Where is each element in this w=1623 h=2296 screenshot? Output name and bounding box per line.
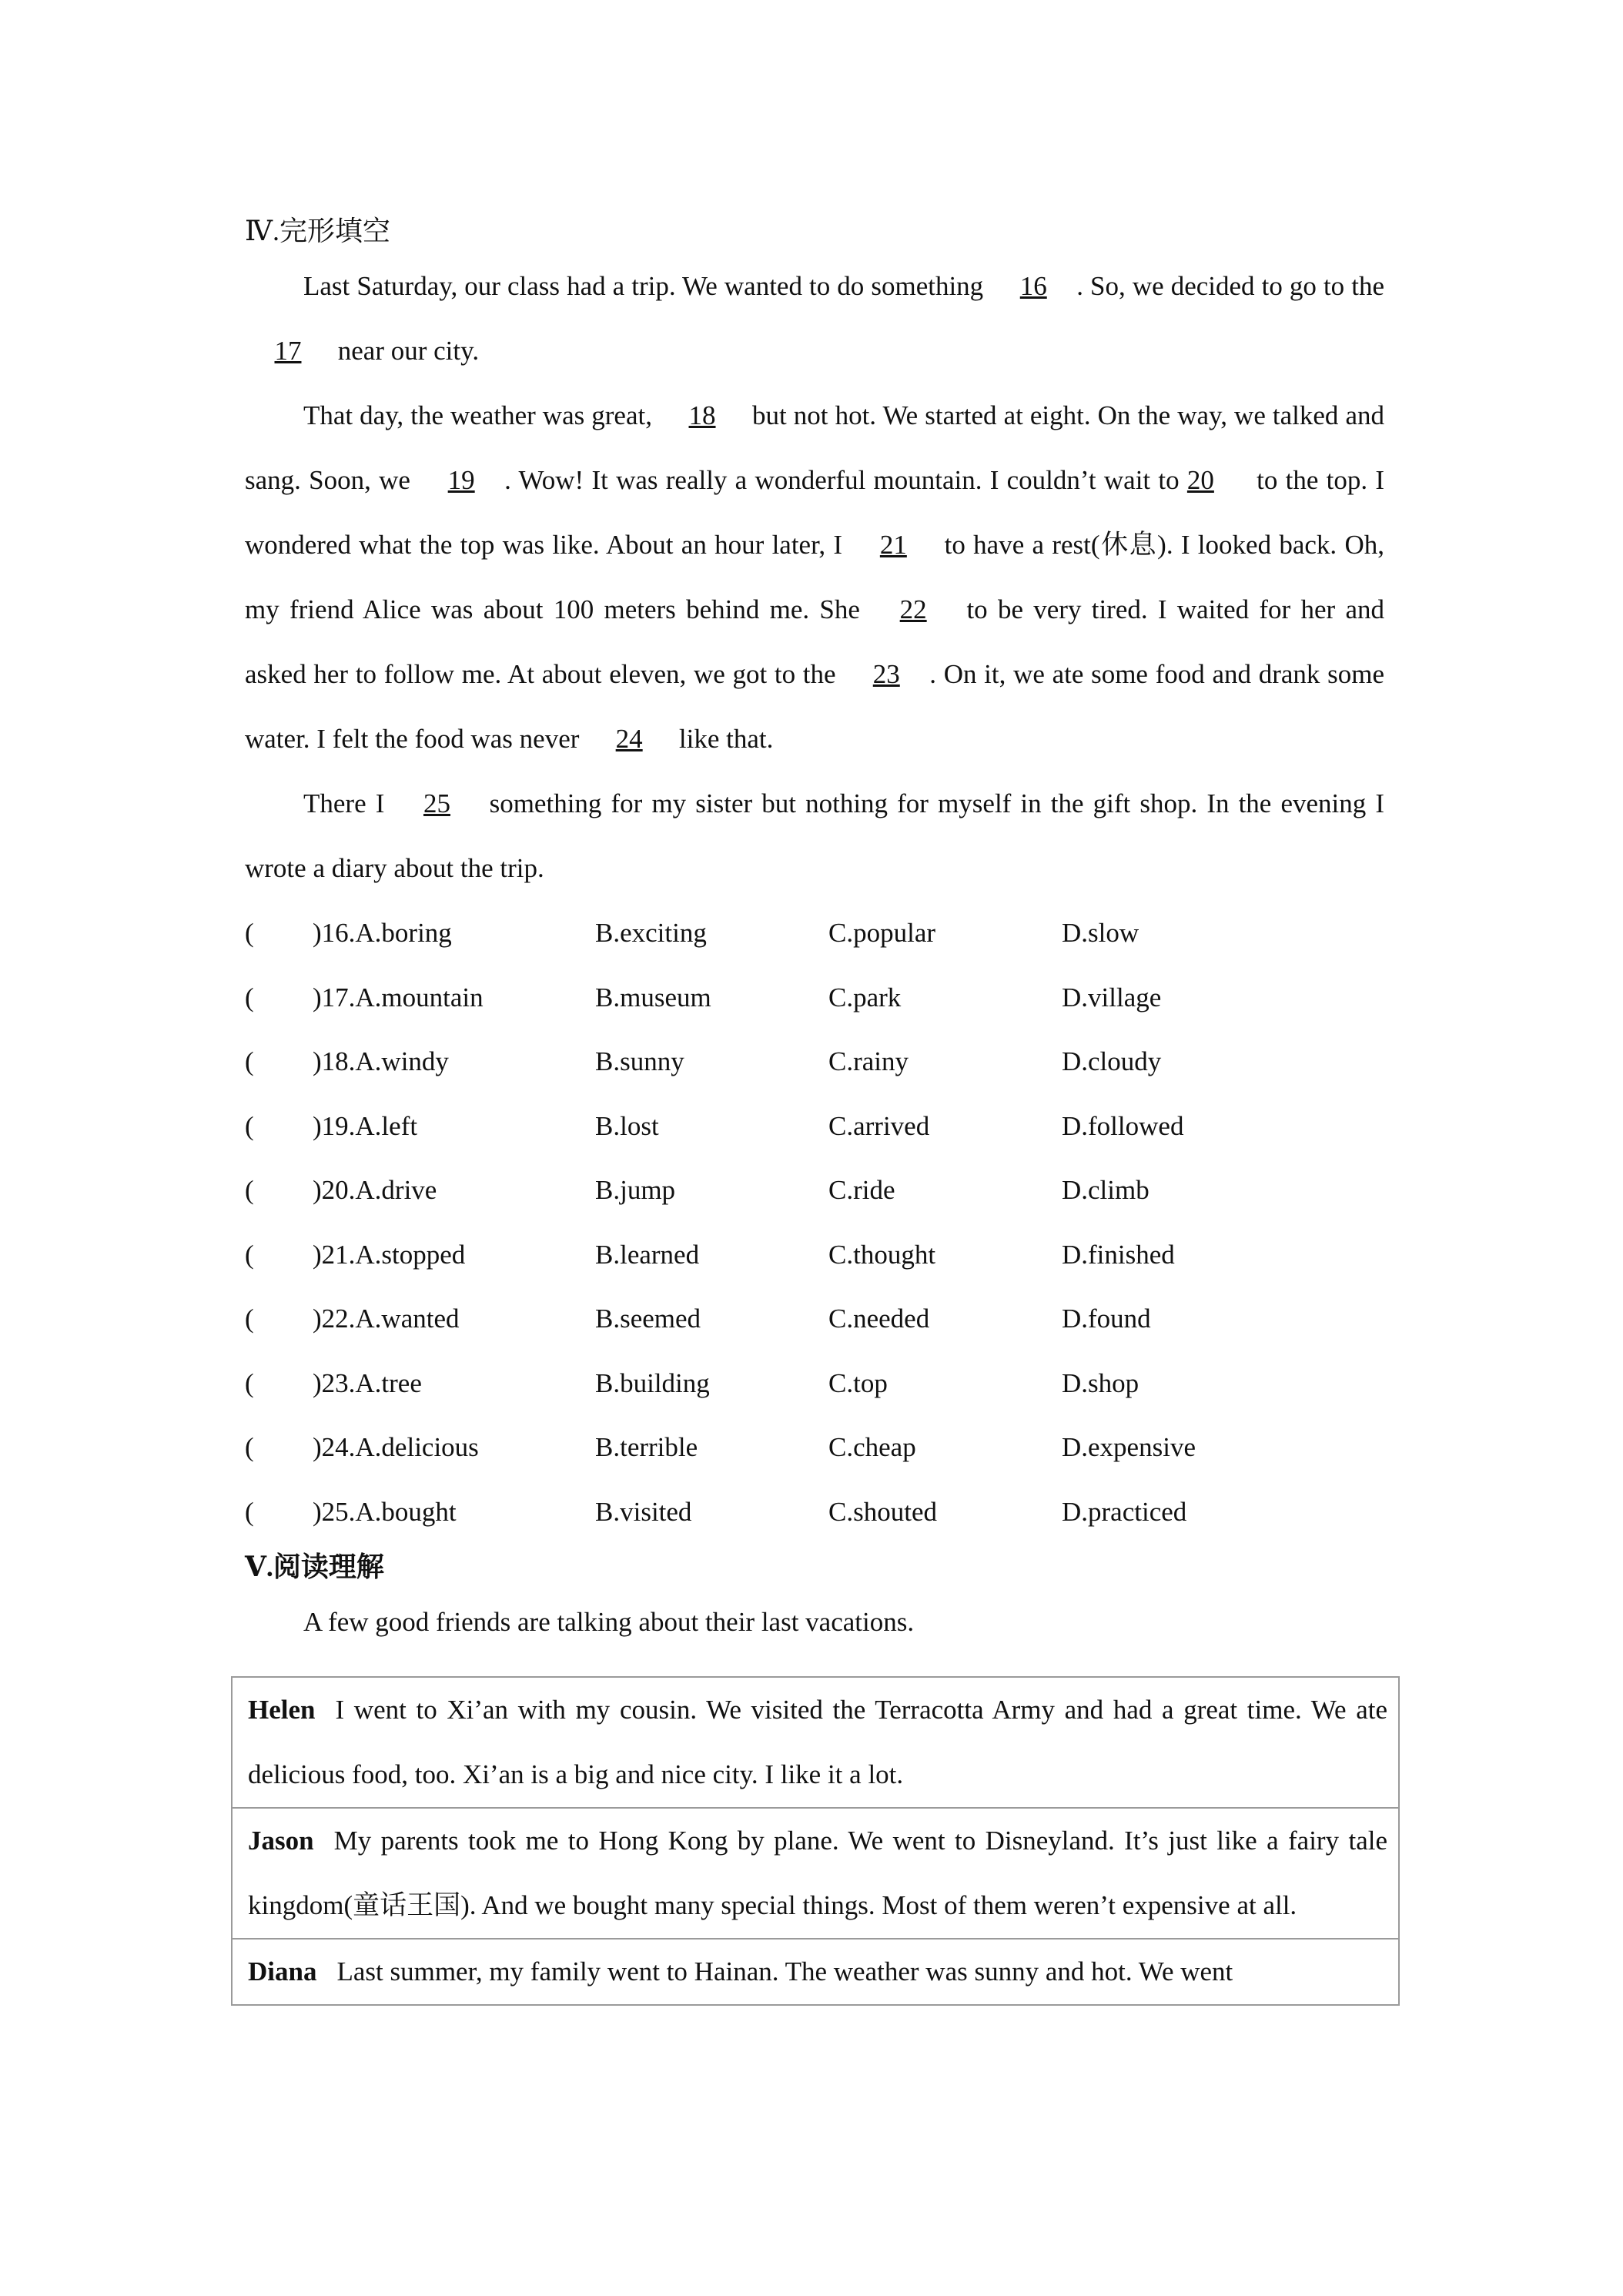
cloze-options — [245, 901, 1384, 1544]
question-number-and-option-a — [313, 1287, 595, 1351]
question-row — [245, 1415, 1384, 1480]
option-c: C.arrived — [828, 1110, 930, 1141]
blank-18: 18 — [688, 400, 716, 430]
answer-paren: ( — [245, 1175, 254, 1205]
reading-cell — [232, 1939, 1399, 2005]
question-number-and-option-a — [313, 901, 595, 966]
option-a: A.boring — [355, 918, 452, 948]
question-number: )16. — [313, 918, 356, 948]
cloze-text: something for my sister but nothing for myself in the gift shop. In the evening I wrote a diary about the trip. — [245, 788, 1384, 883]
question-number: )21. — [313, 1239, 356, 1270]
blank-20: 20 — [1186, 465, 1214, 495]
question-row — [245, 1287, 1384, 1351]
reading-row — [232, 1808, 1399, 1939]
speaker-text: My parents took me to Hong Kong by plane. We went to Disneyland. It’s just like a fairy tale kingdom(童话王国). And we bought many special things. Most of them weren’t expensive at all. — [248, 1826, 1387, 1920]
speaker-text: I went to Xi’an with my cousin. We visited the Terracotta Army and had a great time. We ate delicious food, too. Xi’an is a big and nice city. I like it a lot. — [248, 1695, 1387, 1789]
option-b: B.visited — [595, 1496, 692, 1527]
blank-22: 22 — [899, 594, 927, 624]
option-b: B.jump — [595, 1175, 676, 1205]
reading-table — [231, 1676, 1400, 2006]
blank-25: 25 — [423, 788, 450, 818]
option-c: C.thought — [828, 1239, 936, 1270]
answer-paren: ( — [245, 1496, 254, 1527]
cloze-text: but not hot. We started at eight. On the way, we talked and sang. Soon, we — [245, 400, 1384, 495]
option-d: D.slow — [1062, 918, 1139, 948]
question-row — [245, 1094, 1384, 1159]
question-number: )23. — [313, 1367, 356, 1398]
cloze-text: . So, we decided to go to the — [1076, 271, 1384, 301]
option-a: A.drive — [355, 1175, 437, 1205]
cloze-text: There I — [303, 788, 394, 818]
question-number-and-option-a — [313, 966, 595, 1030]
option-c: C.ride — [828, 1175, 895, 1205]
cloze-paragraph-3 — [245, 771, 1384, 901]
answer-paren: ( — [245, 1046, 254, 1076]
option-d: D.village — [1062, 982, 1162, 1012]
question-row — [245, 1158, 1384, 1223]
option-d: D.cloudy — [1062, 1046, 1162, 1076]
answer-paren: ( — [245, 982, 254, 1012]
reading-cell — [232, 1677, 1399, 1808]
question-number: )24. — [313, 1432, 356, 1462]
option-c: C.shouted — [828, 1496, 937, 1527]
question-row — [245, 966, 1384, 1030]
cloze-text: . Wow! It was really a wonderful mountain. I couldn’t wait to — [504, 465, 1187, 495]
cloze-section-title: Ⅳ.完形填空 — [245, 216, 390, 246]
question-number: )18. — [313, 1046, 356, 1076]
answer-paren: ( — [245, 1304, 254, 1334]
option-b: B.lost — [595, 1110, 659, 1141]
option-c: C.popular — [828, 918, 936, 948]
question-number: )17. — [313, 982, 356, 1012]
option-b: B.terrible — [595, 1432, 698, 1462]
option-d: D.shop — [1062, 1367, 1139, 1398]
cloze-text: . On it, we ate some food and drank some water. I felt the food was never — [245, 659, 1384, 754]
question-number-and-option-a — [313, 1415, 595, 1480]
option-d: D.climb — [1062, 1175, 1149, 1205]
option-c: C.rainy — [828, 1046, 909, 1076]
option-a: A.bought — [355, 1496, 457, 1527]
question-row — [245, 1351, 1384, 1416]
blank-21: 21 — [879, 530, 907, 560]
answer-paren: ( — [245, 1239, 254, 1270]
reading-section-title: Ⅴ.阅读理解 — [245, 1551, 384, 1582]
question-number-and-option-a — [313, 1094, 595, 1159]
cloze-text: to have a rest(休息). I looked back. Oh, my friend Alice was about 100 meters behind me. She — [245, 530, 1384, 624]
blank-19: 19 — [447, 465, 475, 495]
question-number-and-option-a — [313, 1158, 595, 1223]
option-c: C.cheap — [828, 1432, 916, 1462]
question-row — [245, 1480, 1384, 1545]
option-a: A.stopped — [355, 1239, 466, 1270]
option-b: B.exciting — [595, 918, 707, 948]
question-number: )20. — [313, 1175, 356, 1205]
blank-23: 23 — [872, 659, 900, 689]
answer-paren: ( — [245, 1432, 254, 1462]
blank-17: 17 — [274, 336, 302, 366]
question-number: )19. — [313, 1110, 356, 1141]
reading-cell — [232, 1808, 1399, 1939]
option-c: C.park — [828, 982, 902, 1012]
cloze-paragraph-2 — [245, 383, 1384, 771]
option-a: A.mountain — [355, 982, 484, 1012]
speaker-name: Helen — [248, 1695, 316, 1725]
question-number: )25. — [313, 1496, 356, 1527]
question-number-and-option-a — [313, 1029, 595, 1094]
reading-intro: A few good friends are talking about their last vacations. — [303, 1607, 915, 1637]
cloze-text: near our city. — [331, 336, 480, 366]
option-c: C.needed — [828, 1304, 930, 1334]
option-d: D.practiced — [1062, 1496, 1187, 1527]
question-row — [245, 901, 1384, 966]
worksheet-page — [245, 208, 1384, 1655]
option-b: B.seemed — [595, 1304, 701, 1334]
cloze-paragraph-1 — [245, 254, 1384, 383]
answer-paren: ( — [245, 1110, 254, 1141]
option-a: A.tree — [355, 1367, 422, 1398]
option-d: D.found — [1062, 1304, 1151, 1334]
option-b: B.museum — [595, 982, 711, 1012]
question-number-and-option-a — [313, 1351, 595, 1416]
blank-16: 16 — [1019, 271, 1047, 301]
cloze-text: to the top. I wondered what the top was like. About an hour later, I — [245, 465, 1384, 560]
option-d: D.finished — [1062, 1239, 1175, 1270]
option-a: A.wanted — [355, 1304, 460, 1334]
reading-row — [232, 1939, 1399, 2005]
option-a: A.left — [355, 1110, 418, 1141]
option-b: B.sunny — [595, 1046, 684, 1076]
speaker-name: Diana — [248, 1956, 317, 1986]
question-row — [245, 1029, 1384, 1094]
option-a: A.delicious — [355, 1432, 479, 1462]
answer-paren: ( — [245, 1367, 254, 1398]
option-d: D.expensive — [1062, 1432, 1196, 1462]
question-number: )22. — [313, 1304, 356, 1334]
question-number-and-option-a — [313, 1223, 595, 1287]
option-b: B.building — [595, 1367, 710, 1398]
cloze-text: That day, the weather was great, — [303, 400, 660, 430]
blank-24: 24 — [615, 724, 643, 754]
option-d: D.followed — [1062, 1110, 1184, 1141]
option-c: C.top — [828, 1367, 888, 1398]
question-number-and-option-a — [313, 1480, 595, 1545]
reading-row — [232, 1677, 1399, 1808]
cloze-text: like that. — [672, 724, 774, 754]
option-a: A.windy — [355, 1046, 449, 1076]
option-b: B.learned — [595, 1239, 700, 1270]
answer-paren: ( — [245, 918, 254, 948]
cloze-text: to be very tired. I waited for her and asked her to follow me. At about eleven, we got to the — [245, 594, 1384, 689]
question-row — [245, 1223, 1384, 1287]
speaker-name: Jason — [248, 1826, 314, 1856]
speaker-text: Last summer, my family went to Hainan. The weather was sunny and hot. We went — [336, 1956, 1233, 1986]
cloze-text: Last Saturday, our class had a trip. We wanted to do something — [303, 271, 991, 301]
